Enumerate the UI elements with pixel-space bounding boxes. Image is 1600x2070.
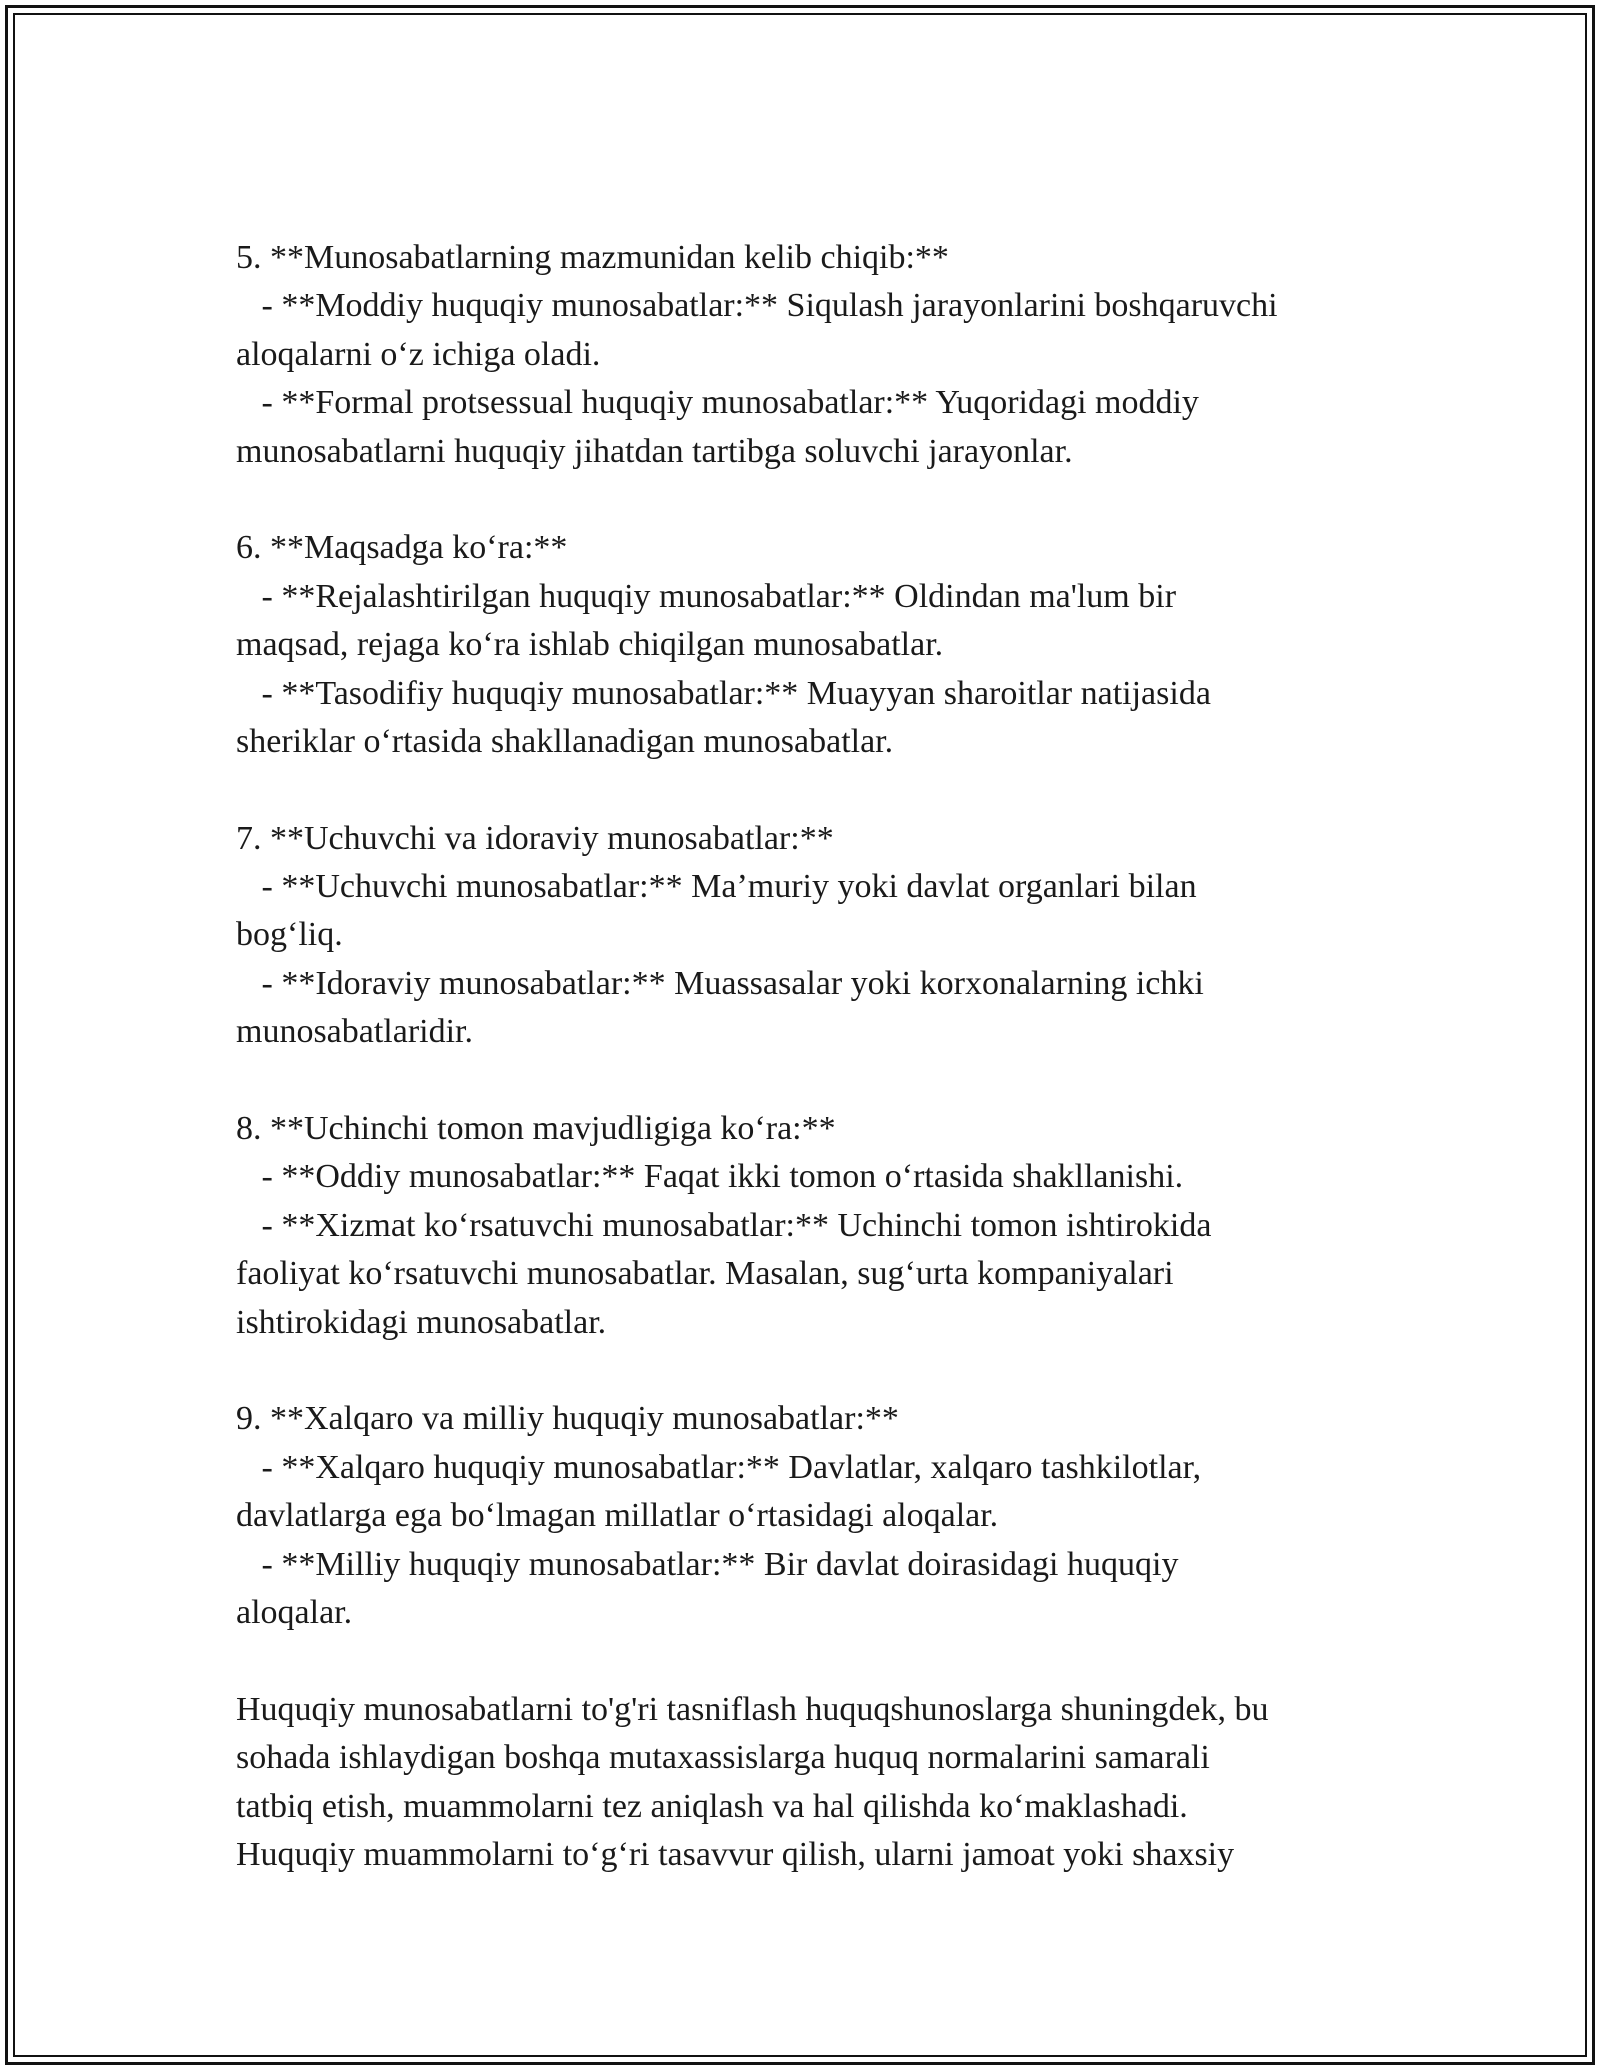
paragraph-gap — [236, 476, 1396, 524]
text-line: - **Idoraviy munosabatlar:** Muassasalar yoki korxonalarning ichki — [236, 964, 1204, 1002]
text-line: - **Milliy huquqiy munosabatlar:** Bir davlat doirasidagi huquqiy — [236, 1545, 1179, 1583]
text-line: 6. **Maqsadga ko‘ra:** — [236, 529, 568, 567]
conclusion-paragraph — [236, 1686, 1396, 1880]
text-line: faoliyat ko‘rsatuvchi munosabatlar. Masalan, sug‘urta kompaniyalari — [236, 1255, 1174, 1293]
text-line: 5. **Munosabatlarning mazmunidan kelib chiqib:** — [236, 239, 949, 276]
text-line: - **Tasodifiy huquqiy munosabatlar:** Muayyan sharoitlar natijasida — [236, 674, 1211, 712]
text-line: munosabatlarni huquqiy jihatdan tartibga soluvchi jarayonlar. — [236, 432, 1073, 470]
paragraph-gap — [236, 1347, 1396, 1395]
text-line: davlatlarga ega bo‘lmagan millatlar o‘rtasidagi aloqalar. — [236, 1497, 999, 1535]
text-line: aloqalar. — [236, 1593, 353, 1631]
section-5 — [236, 234, 1396, 476]
paragraph-gap — [236, 1637, 1396, 1685]
text-line: - **Xalqaro huquqiy munosabatlar:** Davlatlar, xalqaro tashkilotlar, — [236, 1448, 1202, 1486]
document-body — [236, 234, 1396, 1879]
text-line: - **Xizmat ko‘rsatuvchi munosabatlar:** Uchinchi tomon ishtirokida — [236, 1206, 1212, 1244]
text-line: tatbiq etish, muammolarni tez aniqlash va hal qilishda ko‘maklashadi. — [236, 1787, 1188, 1825]
section-6 — [236, 524, 1396, 766]
text-line: - **Formal protsessual huquqiy munosabatlar:** Yuqoridagi moddiy — [236, 384, 1199, 422]
text-line: Huquqiy muammolarni to‘g‘ri tasavvur qilish, ularni jamoat yoki shaxsiy — [236, 1835, 1235, 1873]
text-line: - **Oddiy munosabatlar:** Faqat ikki tomon o‘rtasida shakllanishi. — [236, 1158, 1184, 1196]
text-line: 8. **Uchinchi tomon mavjudligiga ko‘ra:** — [236, 1110, 836, 1148]
text-line: 9. **Xalqaro va milliy huquqiy munosabatlar:** — [236, 1400, 899, 1438]
text-line: maqsad, rejaga ko‘ra ishlab chiqilgan munosabatlar. — [236, 626, 944, 664]
text-line: aloqalarni o‘z ichiga oladi. — [236, 335, 601, 373]
text-line: ishtirokidagi munosabatlar. — [236, 1303, 607, 1341]
section-7 — [236, 815, 1396, 1057]
text-line: 7. **Uchuvchi va idoraviy munosabatlar:** — [236, 819, 834, 857]
section-8 — [236, 1105, 1396, 1347]
text-line: sohada ishlaydigan boshqa mutaxassislarga huquq normalarini samarali — [236, 1739, 1210, 1777]
text-line: Huquqiy munosabatlarni to'g'ri tasniflash huquqshunoslarga shuningdek, bu — [236, 1690, 1269, 1728]
section-9 — [236, 1395, 1396, 1637]
text-line: - **Moddiy huquqiy munosabatlar:** Siqulash jarayonlarini boshqaruvchi — [236, 287, 1278, 325]
text-line: - **Uchuvchi munosabatlar:** Ma’muriy yoki davlat organlari bilan — [236, 868, 1197, 906]
paragraph-gap — [236, 1057, 1396, 1105]
text-line: - **Rejalashtirilgan huquqiy munosabatlar:** Oldindan ma'lum bir — [236, 577, 1177, 615]
text-line: munosabatlaridir. — [236, 1013, 474, 1051]
text-line: sheriklar o‘rtasida shakllanadigan munosabatlar. — [236, 722, 894, 760]
paragraph-gap — [236, 766, 1396, 814]
text-line: bog‘liq. — [236, 916, 343, 954]
